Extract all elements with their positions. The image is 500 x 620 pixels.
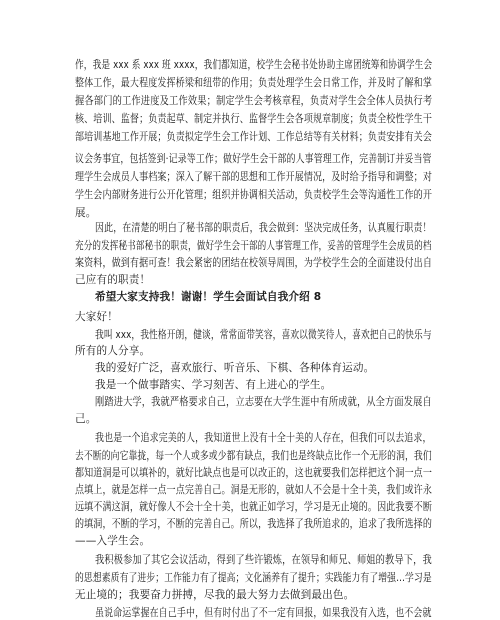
section1-p2-line4: 展。 [75, 207, 97, 219]
section2-p6-line3: 无止境的；我要奋力拼搏，尽我的最大努力去做到最出色。 [75, 589, 355, 601]
section1-p1-line1: 作，我是 xxx 系 xxx 班 xxxx，我们都知道，校学生会秘书处协助主席团统筹和协调学生会 [75, 59, 433, 71]
section1-p1-line4: 核、培训、监督；负责起草、制定并执行、监督学生会各项规章制度；负责全校性学生干 [75, 113, 433, 125]
section2-p4-line1: 刚踏进大学，我就严格要求自己，立志要在大学生涯中有所成就，从全方面发展自 [95, 396, 432, 408]
section1-p1-line2: 整体工作，最大程度发挥桥梁和纽带的作用；负责处理学生会日常工作，并及时了解和掌 [75, 77, 433, 89]
section2-p5-line7: ——入学生会。 [75, 535, 151, 547]
section2-p3: 我是一个做事踏实、学习刻苦、有上进心的学生。 [95, 379, 332, 391]
section1-p1-line5: 部培训基地工作开展；负责拟定学生会工作计划、工作总结等有关材料；负责安排有关会 [75, 131, 433, 143]
section2-greeting: 大家好！ [75, 311, 118, 323]
section1-p3-line4: 己应有的职责！ [75, 274, 151, 286]
section1-closing-line: 希望大家支持我！谢谢！学生会面试自我介绍 8 [95, 291, 322, 303]
section1-p3-line2: 充分的发挥秘书部秘书的职责，做好学生会干部的人事管理工作，妥善的管理学生会成员的档 [75, 240, 432, 252]
section2-p5-line5: 远填不满这洞，就好像人不会十全十美，也就正如学习，学习是无止境的。因此我要不断 [75, 501, 433, 513]
section1-p1-line3: 握各部门的工作进度及工作效果；制定学生会考核章程，负责对学生会全体人员执行考 [75, 95, 433, 107]
section2-p5-line6: 的填洞，不断的学习，不断的完善自己。所以，我选择了我所追求的，追求了我所选择的 [75, 518, 433, 530]
section2-p2: 我的爱好广泛，喜欢旅行、听音乐、下棋、各种体育运动。 [95, 362, 375, 374]
section2-p5-line2: 去不断的向它靠拢，每一个人或多或少都有缺点，我们也是终缺点比作一个无形的洞，我们 [75, 450, 432, 462]
section2-p6-line1: 我积极参加了其它会议活动，得到了些许锻炼，在领导和师兄、师姐的教导下，我 [95, 554, 432, 566]
section2-p5-line3: 都知道洞是可以填补的，就好比缺点也是可以改正的，这也就要我们怎样把这个洞一点一 [75, 467, 433, 479]
section1-p2-line3: 学生会内部财务进行公开化管理；组织并协调相关活动，负责校学生会等沟通性工作的开 [75, 189, 433, 201]
section2-p5-line1: 我也是一个追求完美的人，我知道世上没有十全十美的人存在，但我们可以去追求， [95, 432, 432, 444]
section1-p3-line1: 因此，在清楚的明白了秘书部的职责后，我会做到：坚决完成任务，认真履行职责！ [95, 222, 432, 234]
section2-p1-line2: 所有的人分享。 [75, 345, 151, 357]
section2-p7-partial: 虽说命运掌握在自己手中，但有时付出了不一定有回报，如果我没有入选，也不会就 [95, 607, 432, 619]
section1-p2-line1: 议会务事宜，包括签到·记录等工作；做好学生会干部的人事管理工作，完善制订并妥当管 [75, 153, 432, 165]
section2-p5-line4: 点填上，就是怎样一点一点完善自己。洞是无形的，就如人不会是十全十美，我们或许永 [75, 484, 433, 496]
section1-p3-line3: 案资料，做到有据可查！我会紧密的团结在校领导周围，为学校学生会的全面建设付出自 [75, 257, 433, 269]
section1-p2-line2: 理学生会成员人事档案；深入了解干部的思想和工作开展情况，及时给予指导和调整；对 [75, 171, 433, 183]
section2-p4-line2: 己。 [75, 413, 97, 425]
section2-p6-line2: 的思想素质有了进步；工作能力有了提高；文化涵养有了提升；实践能力有了增强…学习是 [75, 572, 432, 584]
section2-p1-line1: 我叫 xxx，我性格开朗，健谈，常常面带笑容，喜欢以微笑待人，喜欢把自己的快乐与 [95, 329, 432, 341]
